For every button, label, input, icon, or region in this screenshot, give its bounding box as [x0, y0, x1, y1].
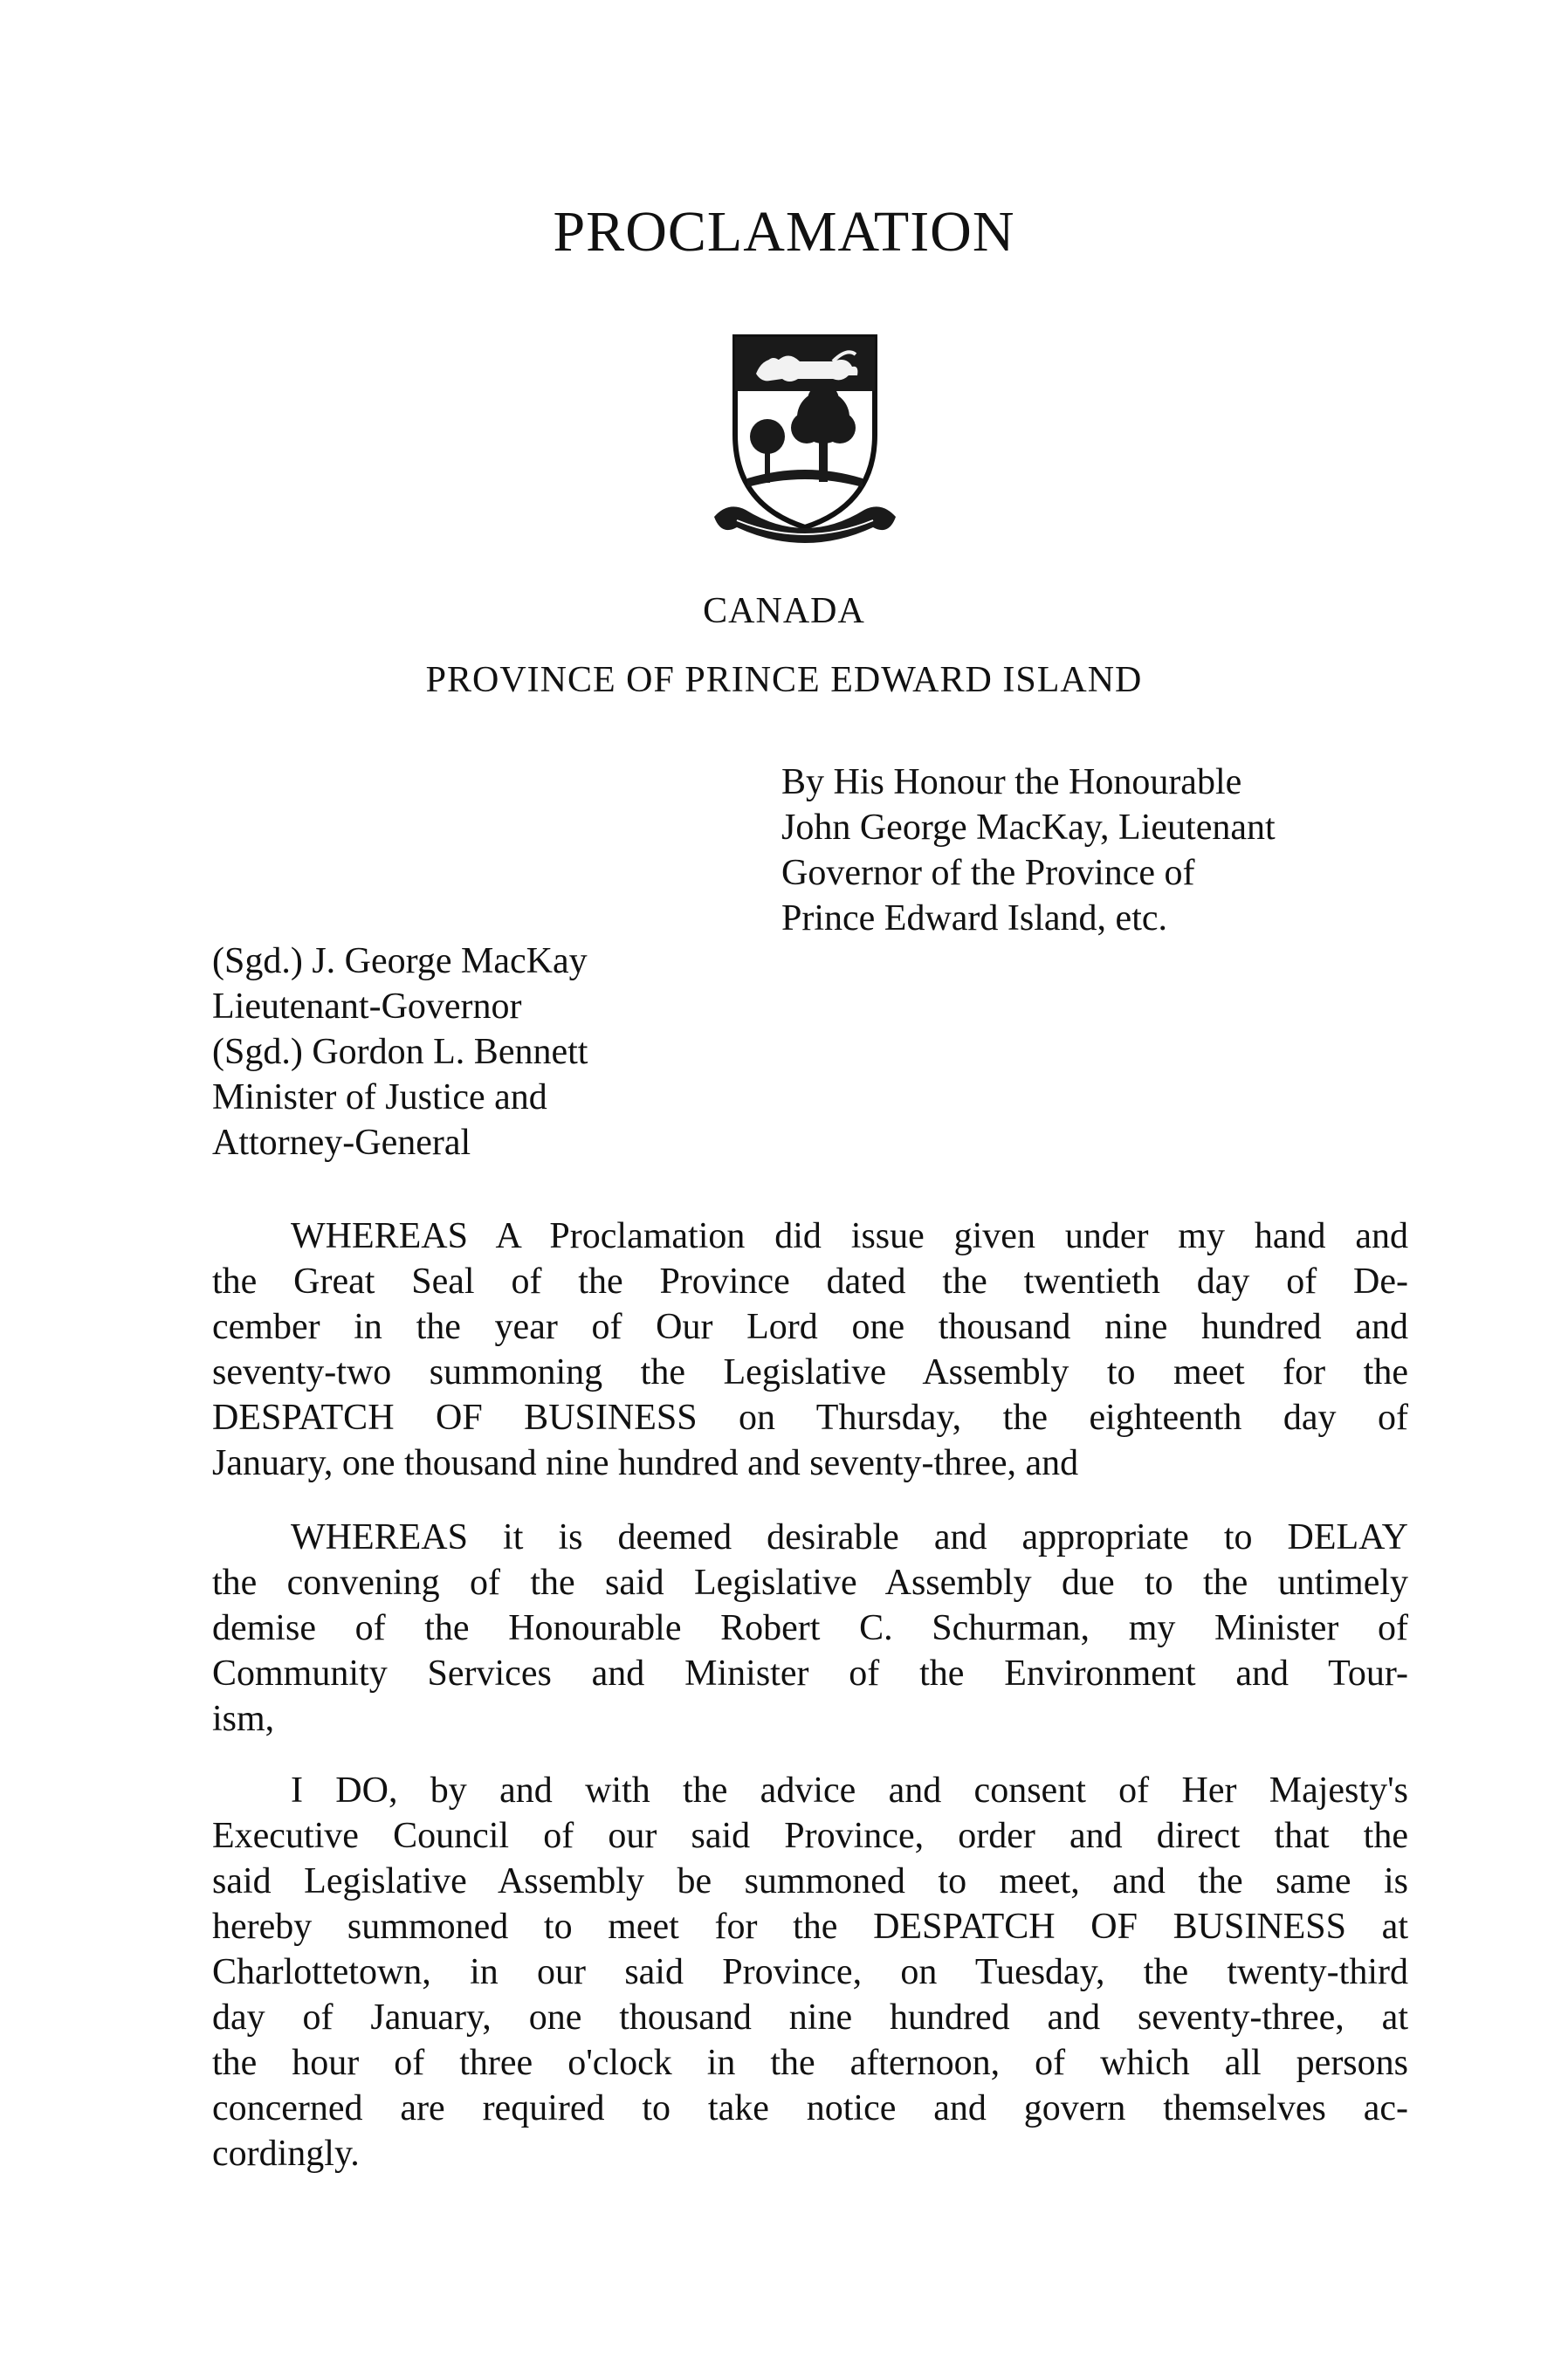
whereas-paragraph-1	[212, 1214, 1408, 1486]
paragraph-line: DESPATCH OF BUSINESS on Thursday, the eighteenth day of	[212, 1398, 1408, 1438]
paragraph-line: cordingly.	[212, 2134, 360, 2174]
paragraph-line: day of January, one thousand nine hundred and seventy-three, at	[212, 1997, 1408, 2038]
paragraph-line: the Great Seal of the Province dated the twentieth day of De-	[212, 1262, 1408, 1302]
province-heading: PROVINCE OF PRINCE EDWARD ISLAND	[425, 660, 1143, 700]
paragraph-line: the hour of three o'clock in the afternoon, of which all persons	[212, 2043, 1408, 2083]
paragraph-line: hereby summoned to meet for the DESPATCH OF BUSINESS at	[212, 1907, 1408, 1947]
honour-block	[781, 760, 1410, 941]
country-heading: CANADA	[703, 591, 865, 631]
signature-line: Attorney-General	[212, 1123, 471, 1163]
paragraph-line: WHEREAS it is deemed desirable and appropriate to DELAY	[291, 1517, 1408, 1557]
whereas-paragraph-2	[212, 1515, 1408, 1742]
signature-block	[212, 938, 771, 1165]
signature-line: (Sgd.) Gordon L. Bennett	[212, 1032, 588, 1072]
paragraph-line: seventy-two summoning the Legislative Assembly to meet for the	[212, 1352, 1408, 1392]
paragraph-line: ism,	[212, 1699, 275, 1739]
paragraph-line: Executive Council of our said Province, order and direct that the	[212, 1816, 1408, 1856]
honour-line: John George MacKay, Lieutenant	[781, 808, 1276, 848]
paragraph-line: concerned are required to take notice and govern themselves ac-	[212, 2088, 1408, 2128]
paragraph-line: January, one thousand nine hundred and seventy-three, and	[212, 1443, 1079, 1483]
paragraph-line: Community Services and Minister of the Environment and Tour-	[212, 1654, 1408, 1694]
signature-line: (Sgd.) J. George MacKay	[212, 941, 588, 981]
paragraph-line: demise of the Honourable Robert C. Schurman, my Minister of	[212, 1608, 1408, 1648]
paragraph-line: WHEREAS A Proclamation did issue given under my hand and	[291, 1216, 1408, 1256]
paragraph-line: the convening of the said Legislative Assembly due to the untimely	[212, 1563, 1408, 1603]
honour-line: By His Honour the Honourable	[781, 762, 1242, 802]
paragraph-line: I DO, by and with the advice and consent of Her Majesty's	[291, 1770, 1408, 1811]
paragraph-line: said Legislative Assembly be summoned to meet, and the same is	[212, 1861, 1408, 1901]
coat-of-arms-icon	[702, 330, 908, 559]
signature-line: Lieutenant-Governor	[212, 987, 522, 1027]
order-paragraph	[212, 1768, 1408, 2176]
paragraph-line: cember in the year of Our Lord one thousand nine hundred and	[212, 1307, 1408, 1347]
paragraph-line: Charlottetown, in our said Province, on Tuesday, the twenty-third	[212, 1952, 1408, 1992]
honour-line: Prince Edward Island, etc.	[781, 898, 1168, 938]
signature-line: Minister of Justice and	[212, 1077, 547, 1117]
honour-line: Governor of the Province of	[781, 853, 1195, 893]
page-title: PROCLAMATION	[553, 200, 1015, 264]
